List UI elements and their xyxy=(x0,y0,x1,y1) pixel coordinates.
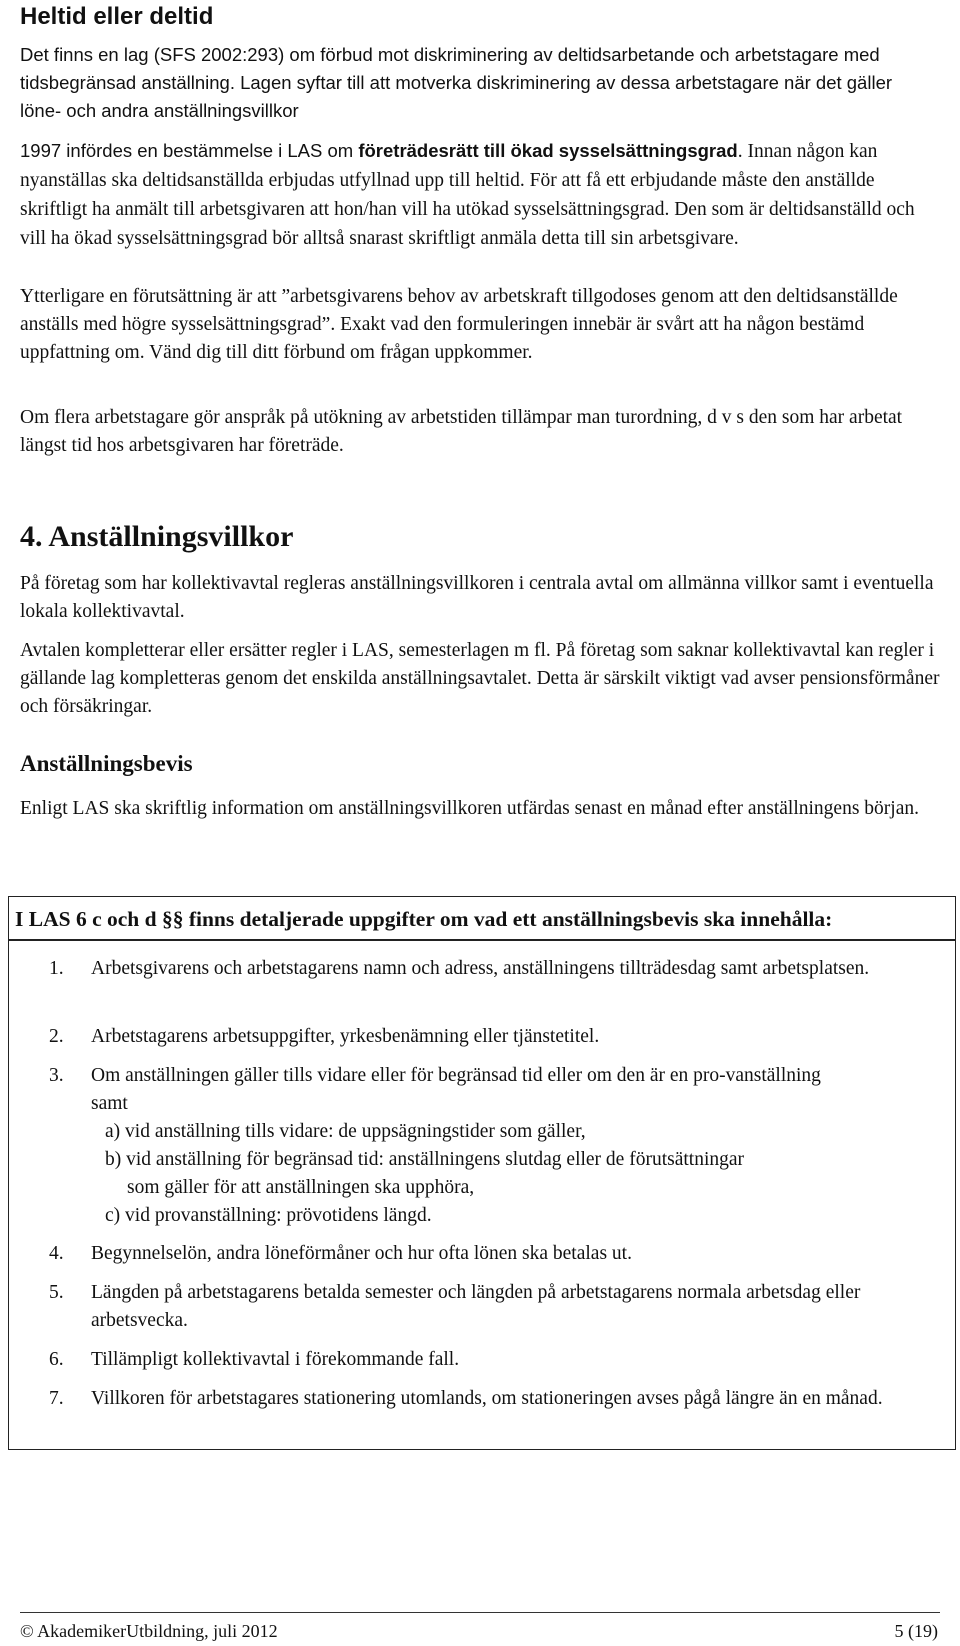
paragraph-foretradesratt-bold: företrädesrätt till ökad sysselsättningsgrad xyxy=(358,140,738,161)
section-heading-anstallningsvillkor: 4. Anställningsvillkor xyxy=(20,520,294,553)
box-header: I LAS 6 c och d §§ finns detaljerade uppgifter om vad ett anställningsbevis ska innehålla: xyxy=(9,897,955,941)
footer-copyright: © AkademikerUtbildning, juli 2012 xyxy=(20,1621,278,1641)
paragraph-ytterligare: Ytterligare en förutsättning är att ”arbetsgivarens behov av arbetskraft tillgodoses genom att den deltidsanställde anställs med högre sysselsättningsgrad”. Exakt vad den formuleringen innebär är svårt att ha någon bestämd uppfattning om. Vänd dig till ditt förbund om frågan uppkommer. xyxy=(20,286,898,363)
list-item-number: 3. xyxy=(49,1065,64,1086)
list-item-number: 7. xyxy=(49,1388,64,1409)
footer-page-number: 5 (19) xyxy=(894,1621,938,1641)
section-heading-heltid: Heltid eller deltid xyxy=(20,3,214,30)
paragraph-foretradesratt-pre: 1997 infördes en bestämmelse i LAS om xyxy=(20,140,359,161)
paragraph-kollektivavtal: På företag som har kollektivavtal regleras anställningsvillkoren i centrala avtal om allmänna villkor samt i eventuella lokala kollektivavtal. xyxy=(20,573,934,622)
paragraph-avtalen: Avtalen kompletterar eller ersätter regler i LAS, semesterlagen m fl. På företag som saknar kollektivavtal kan regler i gällande lag kompletteras genom det enskilda anställningsavtalet. Detta är särskilt viktigt vad avser pensionsförmåner och försäkringar. xyxy=(20,640,940,717)
list-item-text: Arbetsgivarens och arbetstagarens namn och adress, anställningens tillträdesdag samt arbetsplatsen. xyxy=(91,958,870,979)
list-item-text: Begynnelselön, andra löneförmåner och hur ofta lönen ska betalas ut. xyxy=(91,1243,632,1264)
sub-item-c: c) vid provanställning: prövotidens längd. xyxy=(105,1205,432,1226)
list-item-number: 4. xyxy=(49,1243,64,1264)
list-item-number: 1. xyxy=(49,958,64,979)
list-item-number: 6. xyxy=(49,1349,64,1370)
list-item-text: Villkoren för arbetstagares stationering utomlands, om stationeringen avses pågå längre än en månad. xyxy=(91,1388,883,1409)
list-item-number: 5. xyxy=(49,1282,64,1303)
paragraph-turordning: Om flera arbetstagare gör anspråk på utökning av arbetstiden tillämpar man turordning, d v s den som har arbetat längst tid hos arbetsgivaren har företräde. xyxy=(20,407,903,456)
paragraph-foretradesratt xyxy=(20,137,920,253)
sub-item-b-line1: b) vid anställning för begränsad tid: anställningens slutdag eller de förutsättningar xyxy=(105,1149,745,1170)
footer-divider xyxy=(20,1612,940,1613)
list-item-text: Längden på arbetstagarens betalda semester och längden på arbetstagarens normala arbetsdag eller arbetsvecka. xyxy=(91,1282,861,1331)
paragraph-anstallningsbevis: Enligt LAS ska skriftlig information om anställningsvillkoren utfärdas senast en månad efter anställningens början. xyxy=(20,798,919,819)
sub-item-b-line2: som gäller för att anställningen ska upphöra, xyxy=(127,1177,475,1198)
list-item-text: Om anställningen gäller tills vidare eller för begränsad tid eller om den är en pro-vanställning samt xyxy=(91,1065,821,1114)
subheading-anstallningsbevis: Anställningsbevis xyxy=(20,751,193,776)
list-item-number: 2. xyxy=(49,1026,64,1047)
list-item-text: Tillämpligt kollektivavtal i förekommande fall. xyxy=(91,1349,460,1370)
paragraph-foretradesratt-post: . Innan någon kan nyanställas ska deltidsanställda erbjudas utfyllnad upp till heltid. För att få ett erbjudande måste den anställde skriftligt ha anmält till arbetsgivaren att hon/han vill ha utökad sysselsättningsgrad. Den som är deltidsanställd och vill ha ökad sysselsättningsgrad bör alltså snarast skriftligt anmäla detta till sin arbetsgivare. xyxy=(20,141,915,249)
sub-item-a: a) vid anställning tills vidare: de uppsägningstider som gäller, xyxy=(105,1121,586,1142)
anstallningsbevis-requirements-box xyxy=(8,896,956,1450)
paragraph-deltid-law: Det finns en lag (SFS 2002:293) om förbud mot diskriminering av deltidsarbetande och arbetstagare med tidsbegränsad anställning. Lagen syftar till att motverka diskriminering av dessa arbetstagare när det gäller löne- och andra anställningsvillkor xyxy=(20,44,893,121)
list-item-text: Arbetstagarens arbetsuppgifter, yrkesbenämning eller tjänstetitel. xyxy=(91,1026,600,1047)
